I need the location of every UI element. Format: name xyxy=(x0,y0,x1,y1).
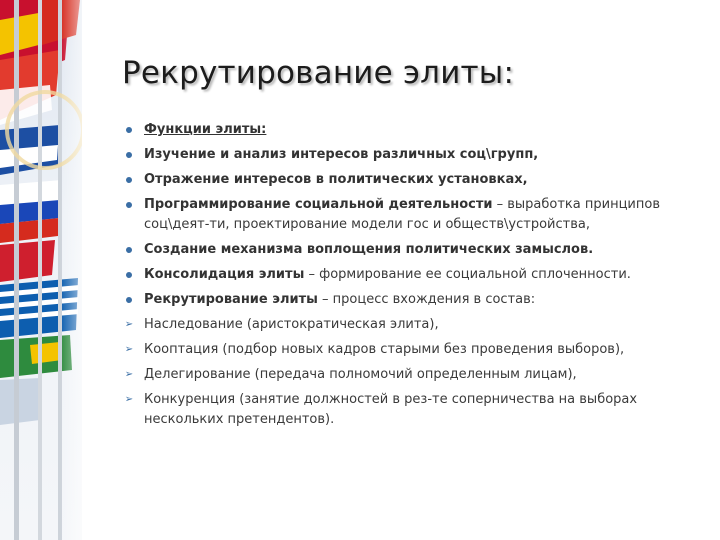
bullet-list xyxy=(118,120,683,435)
list-item xyxy=(118,120,683,140)
bullet-dot-icon xyxy=(122,170,136,190)
arrow-bullet-icon: ➢ xyxy=(124,394,134,405)
list-item xyxy=(118,340,683,360)
list-item xyxy=(118,265,683,285)
list-item xyxy=(118,315,683,335)
list-item-bold-text: Рекрутирование элиты xyxy=(144,292,318,307)
slide-title: Рекрутирование элиты: xyxy=(122,55,515,91)
list-item-text: Наследование (аристократическая элита), xyxy=(144,317,439,332)
list-item-text: Конкуренция (занятие должностей в рез-те соперничества на выборах нескольких претендентов). xyxy=(144,392,638,427)
bullet-dot-icon xyxy=(122,290,136,310)
arrow-bullet-icon: ➢ xyxy=(124,369,134,380)
list-item xyxy=(118,290,683,310)
list-item-text: – выработка принципов соц\деят-ти, проектирование модели гос и обществ\устройства, xyxy=(144,197,660,232)
list-item-text: Кооптация (подбор новых кадров старыми без проведения выборов), xyxy=(144,342,625,357)
list-item-text: – формирование ее социальной сплоченности. xyxy=(304,267,631,282)
list-item-text: – процесс вхождения в состав: xyxy=(317,292,536,307)
bullet-dot-icon xyxy=(122,120,136,140)
bullet-dot-icon xyxy=(122,145,136,165)
arrow-bullet-icon: ➢ xyxy=(124,344,134,355)
list-item-bold-text: Программирование социальной деятельности xyxy=(144,197,493,212)
list-item-text: Делегирование (передача полномочий определенным лицам), xyxy=(144,367,577,382)
list-item-bold-text: Консолидация элиты xyxy=(144,267,305,282)
bullet-dot-icon xyxy=(122,195,136,215)
list-item xyxy=(118,170,683,190)
bullet-dot-icon xyxy=(122,240,136,260)
list-item xyxy=(118,240,683,260)
list-item-bold-text: Создание механизма воплощения политических замыслов. xyxy=(144,242,594,257)
list-item xyxy=(118,365,683,385)
list-item-bold-text: Функции элиты: xyxy=(144,122,267,137)
background-fade xyxy=(60,0,120,540)
list-item xyxy=(118,390,683,430)
list-item xyxy=(118,195,683,235)
list-item-bold-text: Отражение интересов в политических установках, xyxy=(144,172,528,187)
arrow-bullet-icon: ➢ xyxy=(124,319,134,330)
list-item xyxy=(118,145,683,165)
list-item-bold-text: Изучение и анализ интересов различных соц\групп, xyxy=(144,147,539,162)
bullet-dot-icon xyxy=(122,265,136,285)
